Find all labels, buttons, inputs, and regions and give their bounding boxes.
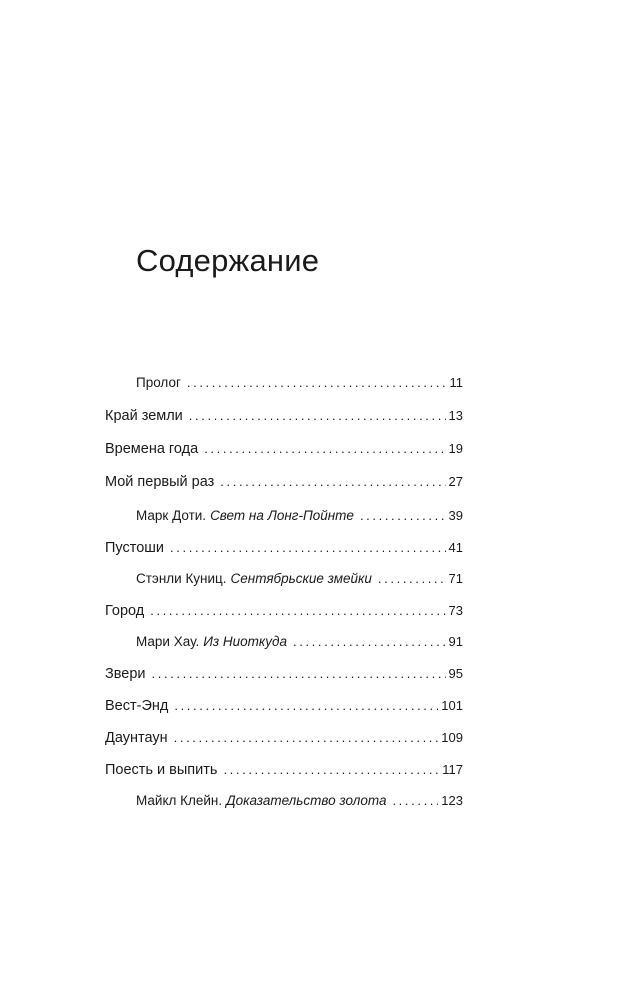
toc-entry-work: Доказательство золота [226,793,387,808]
toc-entry [136,505,463,527]
toc-entry [105,759,463,781]
toc-page-number: 39 [448,508,463,523]
toc-entry-title: Времена года [105,441,199,457]
toc-entry [136,372,463,394]
toc-entry-title [136,568,372,590]
toc-entry-title: Даунтаун [105,730,168,746]
dot-leader [392,790,438,812]
toc-entry-title [136,790,386,812]
toc-page-number: 109 [441,730,463,745]
toc-page-number: 123 [441,793,463,808]
toc-entry-title: Пустоши [105,540,165,556]
dot-leader [293,631,446,653]
dot-leader [378,568,446,590]
toc-entry-author: Мари Хау. [136,634,200,649]
toc-page-number: 91 [448,634,463,649]
toc-entry-title: Мой первый раз [105,474,215,490]
toc-page-number: 19 [448,441,463,456]
toc-page-number: 41 [448,540,463,555]
toc-page-number: 73 [448,603,463,618]
dot-leader [220,471,445,493]
toc-entry-title: Звери [105,666,146,682]
toc-entry [105,471,463,493]
toc-entry [105,600,463,622]
toc-entry-author: Майкл Клейн. [136,793,223,808]
toc-entry-title: Поесть и выпить [105,762,218,778]
toc-entry-work: Свет на Лонг-Пойнте [210,508,354,523]
dot-leader [174,695,438,717]
dot-leader [170,537,445,559]
toc-entry-author: Стэнли Куниц. [136,571,227,586]
dot-leader [223,759,439,781]
dot-leader [152,663,446,685]
toc-entry [136,631,463,653]
toc-page-number: 101 [441,698,463,713]
toc-page-number: 117 [442,762,463,777]
toc-entry [136,568,463,590]
toc-entry [105,695,463,717]
toc-entry [105,663,463,685]
toc-entry-author: Марк Доти. [136,508,207,523]
dot-leader [189,405,446,427]
dot-leader [204,438,445,460]
dot-leader [187,372,447,394]
toc-page-number: 27 [448,474,463,489]
toc-entry-title [136,631,287,653]
toc-page-number: 71 [448,571,463,586]
toc-page-number: 13 [448,408,463,423]
toc-entry-work: Из Ниоткуда [203,634,288,649]
toc-entry-work: Сентябрьские змейки [230,571,372,586]
dot-leader [174,727,439,749]
toc-entry-title: Пролог [136,375,181,390]
toc-entry-title: Край земли [105,408,183,424]
toc-entry-title: Вест-Энд [105,698,169,714]
toc-page-number: 95 [448,666,463,681]
toc-entry [105,537,463,559]
toc-page-number: 11 [449,375,463,390]
toc-entry [105,438,463,460]
dot-leader [360,505,446,527]
toc-entry-title: Город [105,603,145,619]
dot-leader [150,600,445,622]
toc-entry [136,790,463,812]
toc-entry [105,727,463,749]
page-title: Содержание [136,243,320,278]
toc-entry [105,405,463,427]
toc-entry-title [136,505,354,527]
